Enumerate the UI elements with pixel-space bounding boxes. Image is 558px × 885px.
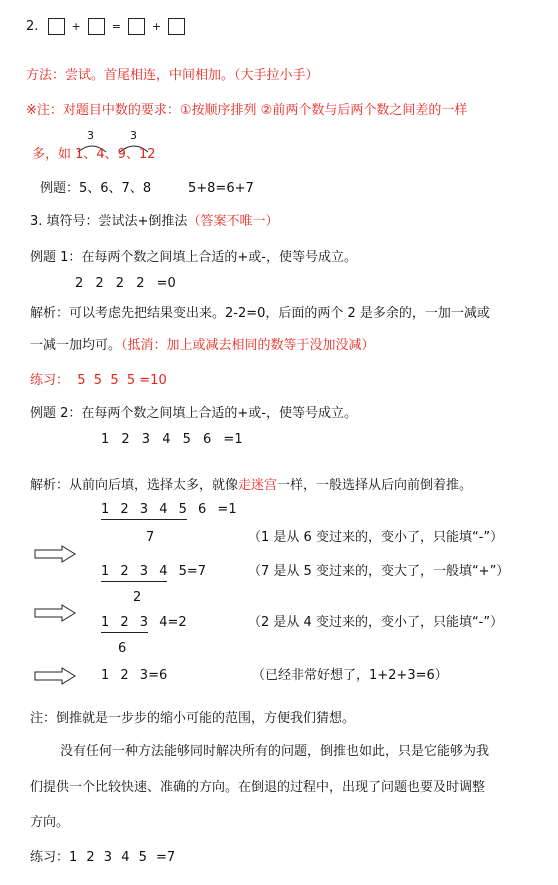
arc-label-1: 3 xyxy=(87,129,94,142)
analysis-1-text: 一减一加均可。 xyxy=(30,338,122,353)
paragraph-line-2: 们提供一个比较快速、准确的方向。在倒退的过程中，出现了问题也要及时调整 xyxy=(30,780,486,795)
plus-sign: + xyxy=(151,20,162,33)
analysis-1-line-2 xyxy=(30,338,375,354)
step-2-underlined: 1 2 3 4 xyxy=(101,564,167,582)
step-1-rest: 6 =1 xyxy=(198,502,237,517)
step-2-row xyxy=(101,564,206,580)
arrow-icon xyxy=(34,604,76,622)
plus-sign: + xyxy=(71,20,81,33)
arrow-icon xyxy=(34,545,76,563)
note-requirement: ※注：对题目中数的要求：①按顺序排列 ②前两个数与后两个数之间差的一样 xyxy=(26,103,468,118)
answer-box-3[interactable] xyxy=(128,18,145,35)
step-3-underlined: 1 2 3 xyxy=(101,615,148,633)
example-1-numbers: 2 2 2 2 =0 xyxy=(75,276,176,291)
example-a-label: 例题：5、6、7、8 xyxy=(40,181,152,196)
step-1-note: （1 是从 6 变过来的，变小了，只能填“-”） xyxy=(248,530,504,545)
step-3-row xyxy=(101,615,187,631)
problem-2-label: 2. xyxy=(26,19,39,34)
note-2: 注：倒推就是一步步的缩小可能的范围，方便我们猜想。 xyxy=(30,711,356,726)
step-3-rest: 4=2 xyxy=(159,615,187,630)
problem-2-row xyxy=(26,18,190,35)
method-line: 方法：尝试。首尾相连，中间相加。（大手拉小手） xyxy=(26,68,319,83)
example-2-title: 例题 2：在每两个数之间填上合适的+或-，使等号成立。 xyxy=(30,406,357,421)
section-3-text: 3. 填符号：尝试法+倒推法 xyxy=(30,214,188,229)
step-3-value: 6 xyxy=(118,641,127,656)
example-a-equation: 5+8=6+7 xyxy=(188,181,254,196)
analysis-1-line-1: 解析：可以考虑先把结果变出来。2-2=0，后面的两个 2 是多余的，一加一减或 xyxy=(30,306,490,321)
answer-box-4[interactable] xyxy=(168,18,185,35)
step-2-rest: 5=7 xyxy=(178,564,207,579)
equals-sign: = xyxy=(111,20,121,33)
step-1-underlined: 1 2 3 4 5 xyxy=(101,502,187,520)
analysis-1-red-note: （抵消：加上或减去相同的数等于没加没减） xyxy=(121,338,375,353)
answer-box-1[interactable] xyxy=(48,18,65,35)
example-2-numbers: 1 2 3 4 5 6 =1 xyxy=(101,432,243,447)
section-3-heading xyxy=(30,214,278,230)
paragraph-line-1: 没有任何一种方法能够同时解决所有的问题，倒推也如此，只是它能够为我 xyxy=(60,744,490,759)
arc-label-2: 3 xyxy=(130,129,137,142)
step-1-value: 7 xyxy=(146,530,155,545)
paragraph-line-3: 方向。 xyxy=(30,815,70,830)
step-2-note: （7 是从 5 变过来的，变大了，一般填“+”） xyxy=(248,564,510,579)
step-4-note: （已经非常好想了，1+2+3=6） xyxy=(252,668,448,683)
analysis-2-post: 一样，一般选择从后向前倒着推。 xyxy=(277,478,473,493)
practice-2: 练习：1 2 3 4 5 =7 xyxy=(30,850,176,865)
note-example: 多，如 1、4、9、12 xyxy=(32,147,156,162)
step-1-row xyxy=(101,502,237,518)
step-2-value: 2 xyxy=(133,590,142,605)
arrow-icon xyxy=(34,667,76,685)
step-3-note: （2 是从 4 变过来的，变小了，只能填“-”） xyxy=(248,615,504,630)
analysis-2-pre: 解析：从前向后填，选择太多，就像 xyxy=(30,478,239,493)
practice-1: 练习： 5 5 5 5 =10 xyxy=(30,373,167,388)
analysis-2-maze: 走迷宫 xyxy=(238,478,278,493)
analysis-2 xyxy=(30,478,472,494)
step-4-row: 1 2 3=6 xyxy=(101,668,168,683)
answer-box-2[interactable] xyxy=(88,18,105,35)
section-3-note: （答案不唯一） xyxy=(187,214,279,229)
example-1-title: 例题 1：在每两个数之间填上合适的+或-，使等号成立。 xyxy=(30,250,357,265)
